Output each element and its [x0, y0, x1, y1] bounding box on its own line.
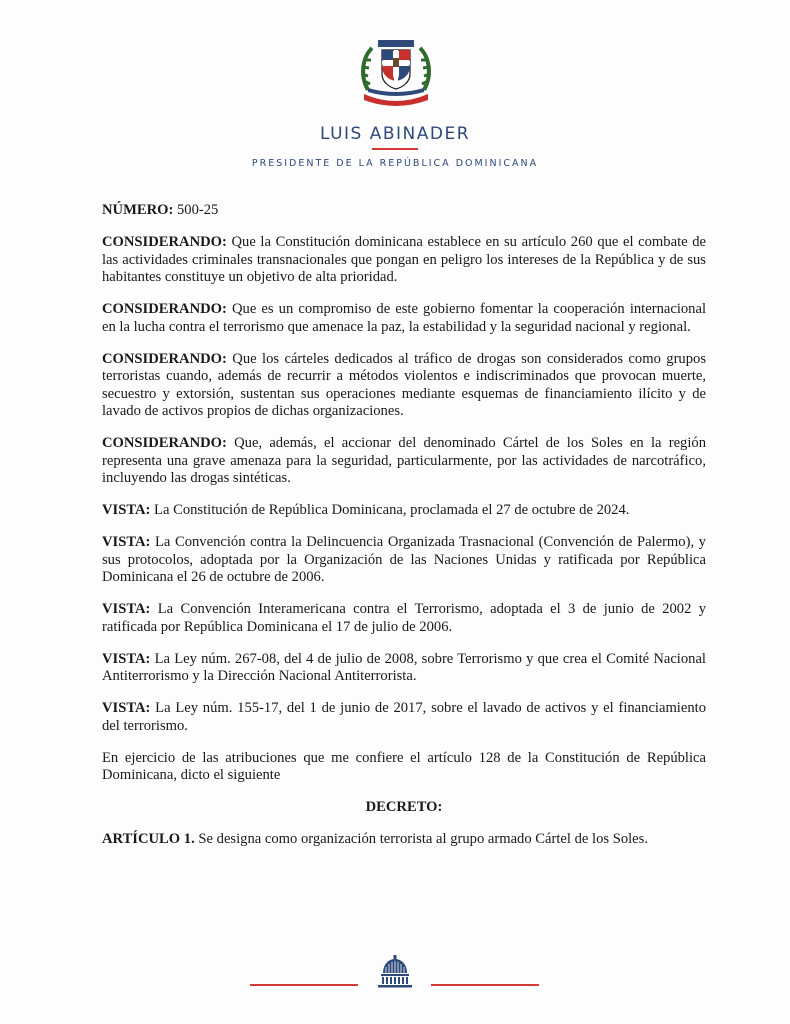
- numero-value: 500-25: [177, 202, 219, 218]
- paragraph-text: La Constitución de República Dominicana, proclamada el 27 de octubre de 2024.: [154, 502, 630, 518]
- paragraph-label: VISTA:: [102, 650, 151, 667]
- paragraph-text: La Convención contra la Delincuencia Organizada Trasnacional (Convención de Palermo), y sus protocolos, adoptada por la Organización de las Naciones Unidas y ratificada por República Dominicana el 26 de octubre de 2006.: [102, 534, 706, 585]
- paragraph-label: CONSIDERANDO:: [102, 435, 227, 451]
- paragraph-text: Que es un compromiso de este gobierno fomentar la cooperación internacional en la lucha contra el terrorismo que amenace la paz, la estabilidad y la seguridad nacional y regional.: [102, 301, 706, 335]
- paragraph-label: CONSIDERANDO:: [102, 301, 227, 317]
- ejercicio-paragraph: En ejercicio de las atribuciones que me confiere el artículo 128 de la Constitución de República Dominicana, dicto el siguiente: [102, 749, 706, 783]
- vista-paragraph: [102, 502, 706, 520]
- header-accent-rule: [372, 148, 418, 150]
- paragraph-text: La Ley núm. 267-08, del 4 de julio de 2008, sobre Terrorismo y que crea el Comité Nacional Antiterrorismo y la Dirección Nacional Antiterrorista.: [102, 650, 706, 684]
- considerando-paragraph: [102, 301, 706, 336]
- vista-paragraph: [102, 534, 706, 587]
- paragraph-label: VISTA:: [102, 601, 151, 617]
- articulo-label: ARTÍCULO 1.: [102, 831, 195, 847]
- paragraph-label: CONSIDERANDO:: [102, 350, 227, 367]
- paragraph-text: La Convención Interamericana contra el Terrorismo, adoptada el 3 de junio de 2002 y ratificada por República Dominicana el 17 de julio de 2006.: [102, 601, 706, 635]
- articulo-text: Se designa como organización terrorista al grupo armado Cártel de los Soles.: [198, 831, 648, 847]
- numero-line: [102, 202, 706, 220]
- document-body: [102, 202, 706, 863]
- palacio-nacional-dome-icon: [374, 955, 416, 991]
- vista-paragraph: [102, 700, 706, 735]
- considerando-paragraph: [102, 435, 706, 488]
- vista-paragraph: [102, 601, 706, 636]
- paragraph-text: Que los cárteles dedicados al tráfico de drogas son considerados como grupos terroristas cuando, además de recurrir a métodos violentos e indiscriminados que provocan muerte, secuestro y extorsión, sustentan sus operaciones mediante esquemas de financiamiento ilícito y de lavado de activos propios de dichas organizaciones.: [102, 350, 706, 419]
- considerando-paragraph: [102, 351, 706, 421]
- decreto-heading: DECRETO:: [365, 799, 443, 815]
- footer-rule-left: [250, 984, 358, 986]
- considerando-paragraph: [102, 234, 706, 287]
- vista-paragraph: [102, 651, 706, 686]
- paragraph-label: VISTA:: [102, 534, 151, 550]
- footer-rule-right: [431, 984, 539, 986]
- header-title: PRESIDENTE DE LA REPÚBLICA DOMINICANA: [251, 158, 539, 169]
- header-name: LUIS ABINADER: [319, 124, 471, 144]
- paragraph-label: VISTA:: [102, 502, 151, 518]
- paragraph-text: Que la Constitución dominicana establece en su artículo 260 que el combate de las actividades criminales transnacionales que pongan en peligro los intereses de la República y de sus habitantes constituye un objetivo de alta prioridad.: [102, 234, 706, 285]
- articulo-paragraph: [102, 831, 706, 849]
- numero-label: NÚMERO:: [102, 202, 174, 218]
- paragraph-text: La Ley núm. 155-17, del 1 de junio de 2017, sobre el lavado de activos y el financiamiento del terrorismo.: [102, 700, 706, 734]
- paragraph-label: VISTA:: [102, 700, 151, 716]
- dominican-coat-of-arms-icon: [358, 38, 434, 106]
- paragraph-text: Que, además, el accionar del denominado Cártel de los Soles en la región representa una grave amenaza para la seguridad, particularmente, por las actividades de narcotráfico, incluyendo las drogas sintéticas.: [102, 435, 706, 486]
- paragraph-label: CONSIDERANDO:: [102, 234, 227, 250]
